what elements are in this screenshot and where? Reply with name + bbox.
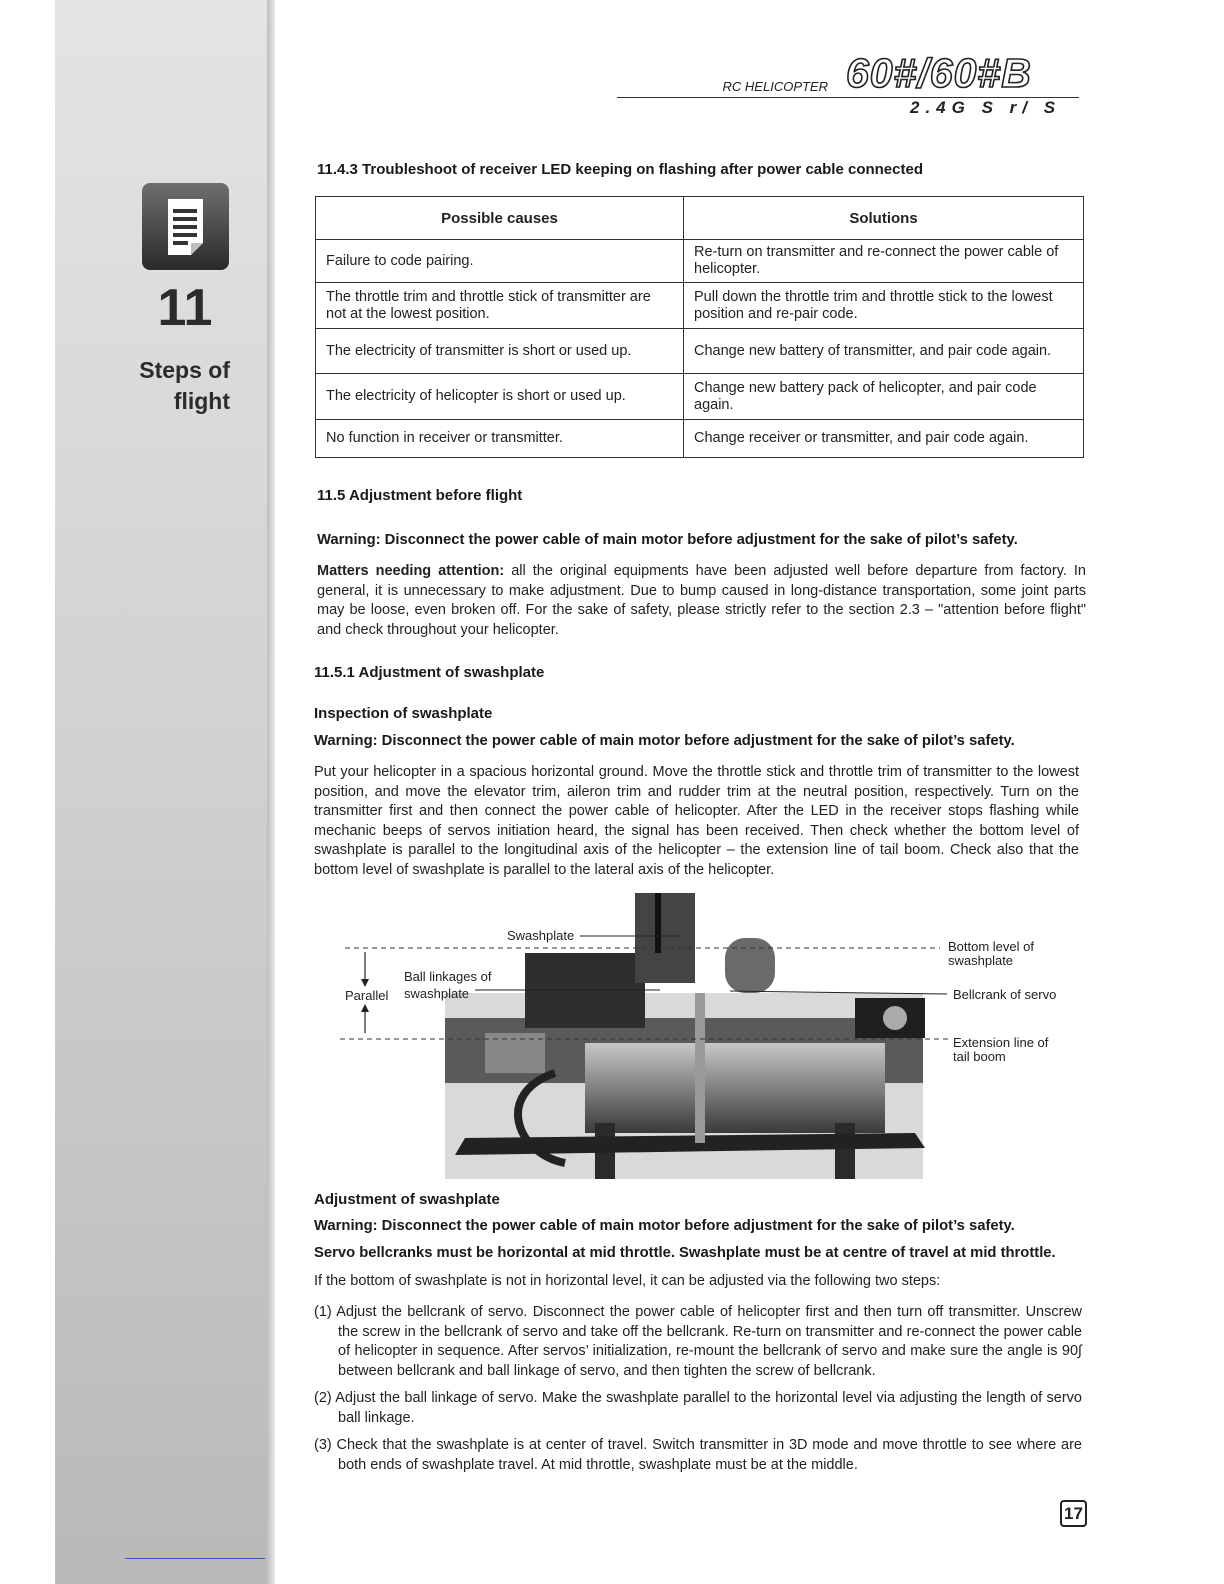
page-number: 17 <box>1060 1500 1087 1527</box>
table-row <box>316 240 1084 283</box>
table-row <box>316 420 1084 458</box>
solution-cell: Pull down the throttle trim and throttle stick to the lowest position and re-pair code. <box>684 283 1084 329</box>
table-row <box>316 329 1084 374</box>
table-row <box>316 283 1084 329</box>
attention-label: Matters needing attention: <box>317 563 505 579</box>
inspection-warning: Warning: Disconnect the power cable of main motor before adjustment for the sake of pilot’s safety. <box>314 733 1015 749</box>
chapter-title <box>110 355 230 417</box>
cause-cell: The throttle trim and throttle stick of transmitter are not at the lowest position. <box>316 283 684 329</box>
solution-cell: Re-turn on transmitter and re-connect the power cable of helicopter. <box>684 240 1084 283</box>
helicopter-swashplate-figure <box>315 893 1085 1179</box>
adjust-heading: Adjustment of swashplate <box>314 1191 500 1208</box>
brand-series: 2.4G S r/ S <box>910 98 1062 117</box>
sidebar-link-line <box>125 1558 265 1559</box>
cause-cell: The electricity of helicopter is short or used up. <box>316 374 684 420</box>
label-bellcrank: Bellcrank of servo <box>953 987 1057 1002</box>
label-ball-linkages-2: swashplate <box>404 986 470 1001</box>
label-parallel: Parallel <box>345 988 389 1003</box>
chapter-title-line1: Steps of <box>139 357 230 383</box>
adjust-warning: Warning: Disconnect the power cable of main motor before adjustment for the sake of pilot’s safety. <box>314 1218 1015 1234</box>
header-subtitle: RC HELICOPTER <box>722 79 828 94</box>
chapter-number: 11 <box>157 279 213 337</box>
list-item: (2) Adjust the ball linkage of servo. Make the swashplate parallel to the horizontal level via adjusting the length of servo ball linkage. <box>314 1390 1082 1426</box>
label-bottom-level-1: Bottom level of <box>948 939 1034 954</box>
solution-cell: Change new battery pack of helicopter, and pair code again. <box>684 374 1084 420</box>
sidebar-edge <box>267 0 275 1584</box>
document-icon <box>140 181 231 272</box>
table-header-row <box>316 197 1084 240</box>
adjust-note: Servo bellcranks must be horizontal at mid throttle. Swashplate must be at centre of travel at mid throttle. <box>314 1245 1056 1261</box>
cause-cell: No function in receiver or transmitter. <box>316 420 684 458</box>
chapter-title-line2: flight <box>173 388 230 414</box>
cause-cell: The electricity of transmitter is short or used up. <box>316 329 684 374</box>
label-bottom-level-2: swashplate <box>948 953 1014 968</box>
troubleshoot-heading: 11.4.3 Troubleshoot of receiver LED keeping on flashing after power cable connected <box>317 161 923 178</box>
inspection-paragraph: Put your helicopter in a spacious horizontal ground. Move the throttle stick and throttle trim of transmitter to the lowest position, and move the elevator trim, aileron trim and rudder trim at the neutral position, respectively. Turn on the transmitter first and then connect the power cable of helicopter. After the LED in the receiver stops flashing while mechanic beeps of servos initiation heard, the signal has been received. Then check whether the bottom level of swashplate is parallel to the longitudinal axis of the helicopter – the extension line of tail boom. Check also that the bottom level of swashplate is parallel to the lateral axis of the helicopter. <box>314 764 1079 878</box>
label-extension-1: Extension line of <box>953 1035 1049 1050</box>
adjustment-warning: Warning: Disconnect the power cable of main motor before adjustment for the sake of pilot’s safety. <box>317 532 1018 548</box>
column-header-causes: Possible causes <box>316 197 684 240</box>
brand-logo: 60#/60#B <box>846 50 1032 96</box>
attention-paragraph <box>317 562 1086 640</box>
solution-cell: Change receiver or transmitter, and pair code again. <box>684 420 1084 458</box>
swashplate-heading: 11.5.1 Adjustment of swashplate <box>314 664 545 681</box>
attention-text: all the original equipments have been adjusted well before departure from factory. In general, it is unnecessary to make adjustment. Due to bump caused in long-distance transportation, some joint parts may be loose, even broken off. For the sake of safety, please strictly refer to the section 2.3 – "attention before flight" and check throughout your helicopter. <box>317 563 1086 638</box>
column-header-solutions: Solutions <box>684 197 1084 240</box>
troubleshoot-table <box>315 196 1084 458</box>
list-item: (3) Check that the swashplate is at center of travel. Switch transmitter in 3D mode and move throttle to see where are both ends of swashplate travel. At mid throttle, swashplate must be at the middle. <box>314 1437 1082 1473</box>
list-item: (1) Adjust the bellcrank of servo. Disconnect the power cable of helicopter first and then turn off transmitter. Unscrew the screw in the bellcrank of servo and take off the bellcrank. Re-turn on transmitter and re-connect the power cable of helicopter in sequence. After servos’ initialization, re-mount the bellcrank of servo and make sure the angle is 90∫ between bellcrank and ball linkage of servo, and then tighten the screw of bellcrank. <box>314 1304 1082 1379</box>
inspection-heading: Inspection of swashplate <box>314 705 493 722</box>
cause-cell: Failure to code pairing. <box>316 240 684 283</box>
adjustment-heading: 11.5 Adjustment before flight <box>317 487 523 504</box>
label-swashplate: Swashplate <box>507 928 575 943</box>
adjust-intro: If the bottom of swashplate is not in horizontal level, it can be adjusted via the following two steps: <box>314 1273 941 1289</box>
table-row <box>316 374 1084 420</box>
label-extension-2: tail boom <box>953 1049 1006 1064</box>
solution-cell: Change new battery of transmitter, and pair code again. <box>684 329 1084 374</box>
label-ball-linkages-1: Ball linkages of <box>404 969 492 984</box>
